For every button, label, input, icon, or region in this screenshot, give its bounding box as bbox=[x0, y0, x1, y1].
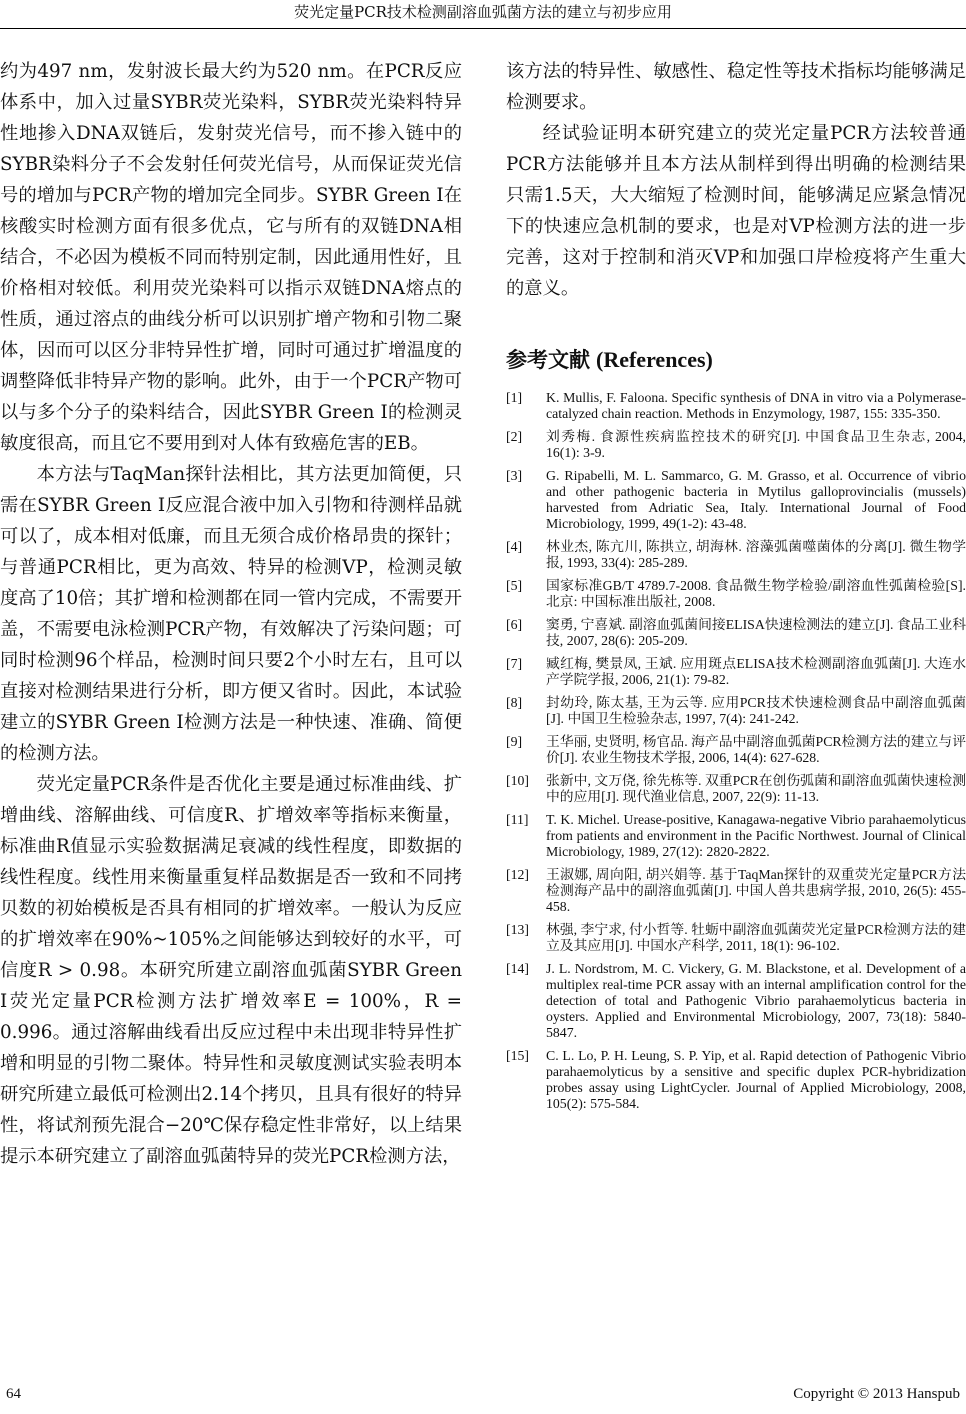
reference-item bbox=[506, 734, 966, 766]
references-heading bbox=[506, 344, 966, 374]
reference-text: 林业杰, 陈亢川, 陈拱立, 胡海林. 溶藻弧菌噬菌体的分离[J]. 微生物学报, 1993, 33(4): 285-289. bbox=[546, 539, 966, 570]
reference-item bbox=[506, 773, 966, 805]
reference-number: [8] bbox=[506, 695, 523, 710]
reference-number: [1] bbox=[506, 390, 523, 405]
reference-text: 窦勇, 宁喜斌. 副溶血弧菌间接ELISA快速检测法的建立[J]. 食品工业科技, 2007, 28(6): 205-209. bbox=[546, 617, 966, 648]
reference-number: [11] bbox=[506, 812, 529, 827]
reference-text: 王华丽, 史贤明, 杨官品. 海产品中副溶血弧菌PCR检测方法的建立与评价[J]. 农业生物技术学报, 2006, 14(4): 627-628. bbox=[546, 734, 966, 765]
reference-item bbox=[506, 617, 966, 649]
reference-number: [9] bbox=[506, 734, 523, 749]
reference-item bbox=[506, 867, 966, 915]
reference-text: K. Mullis, F. Faloona. Specific synthesis of DNA in vitro via a Polymerase-catalyzed chain reaction. Methods in Enzymology, 1987, 155: 335-350. bbox=[546, 390, 966, 421]
body-paragraph: 本方法与TaqMan探针法相比，其方法更加简便，只需在SYBR Green I反应混合液中加入引物和待测样品就可以了，成本相对低廉，而且无须合成价格昂贵的探针；与普通PCR相比，更为高效、特异的检测VP，检测灵敏度高了10倍；其扩增和检测都在同一管内完成，不需要开盖，不需要电泳检测PCR产物，有效解决了污染问题；可同时检测96个样品，检测时间只要2个小时左右，且可以直接对检测结果进行分析，即方便又省时。因此，本试验建立的SYBR Green I检测方法是一种快速、准确、简便的检测方法。 bbox=[0, 464, 463, 764]
reference-text: 王淑娜, 周向阳, 胡兴娟等. 基于TaqMan探针的双重荧光定量PCR方法检测海产品中的副溶血弧菌[J]. 中国人兽共患病学报, 2010, 26(5): 455-458. bbox=[546, 867, 966, 914]
reference-number: [7] bbox=[506, 656, 523, 671]
body-paragraph: 荧光定量PCR条件是否优化主要是通过标准曲线、扩增曲线、溶解曲线、可信度R、扩增效率等指标来衡量，标准曲R值显示实验数据满足衰减的线性程度，即数据的线性程度。线性用来衡量重复样品数据是否一致和不同拷贝数的初始模板是否具有相同的扩增效率。一般认为反应的扩增效率在90%~105%之间能够达到较好的水平，可信度R > 0.98。本研究所建立副溶血弧菌SYBR Green I荧光定量PCR检测方法扩增效率E = 100%，R = 0.996。通过溶解曲线看出反应过程中未出现非特异性扩增和明显的引物二聚体。特异性和灵敏度测试实验表明本研究所建立最低可检测出2.14个拷贝，且具有很好的特异性，将试剂预先混合−20℃保存稳定性非常好，以上结果提示本研究建立了副溶血弧菌特异的荧光PCR检测方法， bbox=[0, 774, 462, 1167]
reference-item bbox=[506, 468, 966, 532]
running-header-title: 荧光定量PCR技术检测副溶血弧菌方法的建立与初步应用 bbox=[294, 3, 672, 21]
reference-number: [15] bbox=[506, 1048, 529, 1063]
reference-item bbox=[506, 656, 966, 688]
reference-text: 林强, 李宁求, 付小哲等. 牡蛎中副溶血弧菌荧光定量PCR检测方法的建立及其应用[J]. 中国水产科学, 2011, 18(1): 96-102. bbox=[546, 922, 966, 953]
body-paragraph: 该方法的特异性、敏感性、稳定性等技术指标均能够满足检测要求。 bbox=[506, 61, 966, 113]
reference-item bbox=[506, 1048, 966, 1112]
reference-text: G. Ripabelli, M. L. Sammarco, G. M. Grasso, et al. Occurrence of vibrio and other pathogenic bacteria in Mytilus galloprovincialis (mussels) harvested from Adriatic Sea, Italy. International Journal of Food Microbiology, 1999, 49(1-2): 43-48. bbox=[546, 468, 966, 531]
reference-number: [13] bbox=[506, 922, 529, 937]
running-header bbox=[0, 0, 966, 29]
reference-item bbox=[506, 961, 966, 1041]
reference-number: [2] bbox=[506, 429, 523, 444]
right-column bbox=[506, 56, 966, 1119]
reference-text: 刘秀梅. 食源性疾病监控技术的研究[J]. 中国食品卫生杂志, 2004, 16(1): 3-9. bbox=[546, 429, 966, 460]
reference-item bbox=[506, 695, 966, 727]
copyright-notice: Copyright © 2013 Hanspub bbox=[793, 1386, 960, 1402]
reference-number: [4] bbox=[506, 539, 523, 554]
reference-item bbox=[506, 390, 966, 422]
reference-item bbox=[506, 539, 966, 571]
references-heading-cn: 参考文献 bbox=[506, 348, 590, 372]
references-heading-en: (References) bbox=[596, 347, 713, 372]
reference-text: C. L. Lo, P. H. Leung, S. P. Yip, et al. Rapid detection of Pathogenic Vibrio parahaemolyticus by a sensitive and specific duplex PCR-hybridization probes assay using LightCycler. Journal of Applied Microbiology, 2008, 105(2): 575-584. bbox=[546, 1048, 966, 1111]
reference-number: [3] bbox=[506, 468, 523, 483]
reference-number: [5] bbox=[506, 578, 523, 593]
reference-text: T. K. Michel. Urease-positive, Kanagawa-negative Vibrio parahaemolyticus from patients and environment in the Pacific Northwest. Journal of Clinical Microbiology, 1989, 27(12): 2820-2822. bbox=[546, 812, 966, 859]
reference-item bbox=[506, 812, 966, 860]
reference-number: [14] bbox=[506, 961, 529, 976]
reference-list bbox=[506, 390, 966, 1112]
reference-text: 封幼玲, 陈太基, 王为云等. 应用PCR技术快速检测食品中副溶血弧菌[J]. 中国卫生检验杂志, 1997, 7(4): 241-242. bbox=[546, 695, 966, 726]
reference-text: 张新中, 文万侥, 徐先栋等. 双重PCR在创伤弧菌和副溶血弧菌快速检测中的应用[J]. 现代渔业信息, 2007, 22(9): 11-13. bbox=[546, 773, 966, 804]
reference-item bbox=[506, 922, 966, 954]
body-paragraph: 约为497 nm，发射波长最大约为520 nm。在PCR反应体系中，加入过量SYBR荧光染料，SYBR荧光染料特异性地掺入DNA双链后，发射荧光信号，而不掺入链中的SYBR染料分子不会发射任何荧光信号，从而保证荧光信号的增加与PCR产物的增加完全同步。SYBR Green I在核酸实时检测方面有很多优点，它与所有的双链DNA相结合，不必因为模板不同而特别定制，因此通用性好，且价格相对较低。利用荧光染料可以指示双链DNA熔点的性质，通过溶点的曲线分析可以识别扩增产物和引物二聚体，因而可以区分非特异性扩增，同时可通过扩增温度的调整降低非特异产物的影响。此外，由于一个PCR产物可以与多个分子的染料结合，因此SYBR Green I的检测灵敏度很高，而且它不要用到对人体有致癌危害的EB。 bbox=[0, 61, 462, 454]
reference-number: [10] bbox=[506, 773, 529, 788]
reference-text: 臧红梅, 樊景凤, 王斌. 应用斑点ELISA技术检测副溶血弧菌[J]. 大连水产学院学报, 2006, 21(1): 79-82. bbox=[546, 656, 966, 687]
body-paragraph: 经试验证明本研究建立的荧光定量PCR方法较普通PCR方法能够并且本方法从制样到得出明确的检测结果只需1.5天，大大缩短了检测时间，能够满足应紧急情况下的快速应急机制的要求，也是对VP检测方法的进一步完善，这对于控制和消灭VP和加强口岸检疫将产生重大的意义。 bbox=[506, 123, 966, 299]
reference-item bbox=[506, 429, 966, 461]
reference-number: [6] bbox=[506, 617, 523, 632]
reference-item bbox=[506, 578, 966, 610]
reference-number: [12] bbox=[506, 867, 529, 882]
page-number: 64 bbox=[6, 1386, 21, 1402]
left-column bbox=[0, 56, 462, 1172]
reference-text: J. L. Nordstrom, M. C. Vickery, G. M. Blackstone, et al. Development of a multiplex real-time PCR assay with an internal amplification control for the detection of total and Pathogenic Vibrio parahaemolyticus bacteria in oysters. Applied and Environmental Microbiology, 2007, 73(18): 5840-5847. bbox=[546, 961, 966, 1040]
reference-text: 国家标准GB/T 4789.7-2008. 食品微生物学检验/副溶血性弧菌检验[S]. 北京: 中国标准出版社, 2008. bbox=[546, 578, 966, 609]
